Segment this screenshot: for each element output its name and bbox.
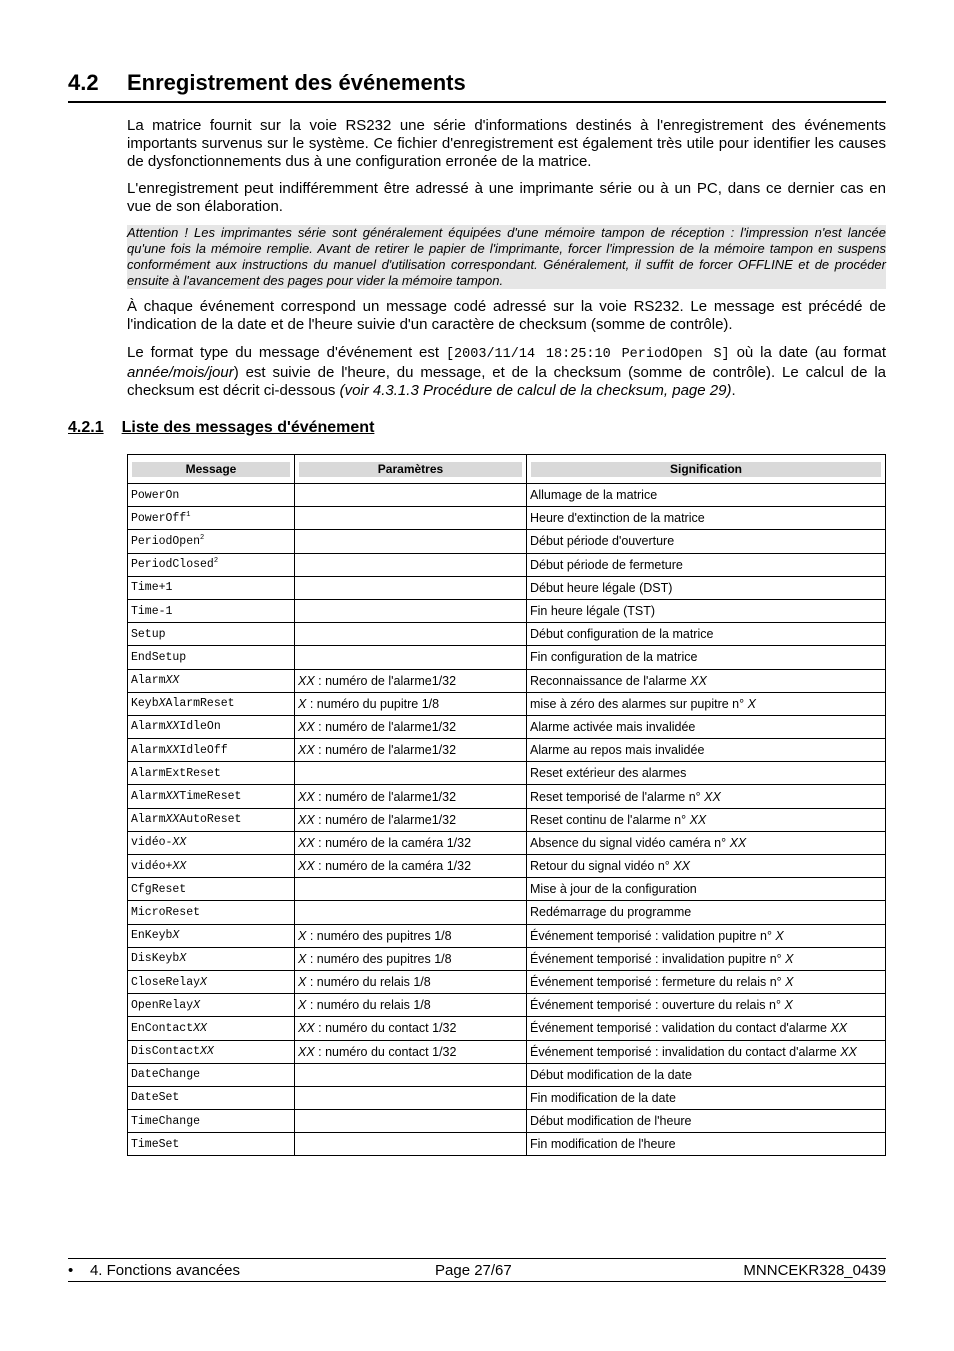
table-row <box>128 530 886 553</box>
parameter-text: : numéro des pupitres 1/8 <box>306 951 452 966</box>
meaning-text: Fin modification de l'heure <box>530 1137 676 1152</box>
parameter-cell <box>295 484 527 507</box>
column-header-meaning: Signification <box>527 455 886 484</box>
message-code: Alarm <box>131 813 166 827</box>
parameter-text: : numéro du contact 1/32 <box>314 1044 457 1059</box>
message-code: Setup <box>131 627 166 641</box>
footer-doc-reference: MNNCEKR328_0439 <box>743 1262 886 1279</box>
table-row <box>128 1133 886 1156</box>
meaning-text: Reset continu de l'alarme n° <box>530 812 690 827</box>
table-row <box>128 669 886 692</box>
message-cell <box>128 692 295 715</box>
meaning-variable: XX <box>729 835 747 850</box>
message-code: OpenRelay <box>131 998 194 1012</box>
table-row <box>128 1110 886 1133</box>
meaning-cell <box>527 1110 886 1133</box>
table-row <box>128 831 886 854</box>
section-title: Enregistrement des événements <box>127 70 466 95</box>
message-variable: XX <box>165 720 180 734</box>
message-code: PowerOn <box>131 488 180 502</box>
meaning-text: Retour du signal vidéo n° <box>530 859 674 874</box>
message-cell <box>128 1086 295 1109</box>
message-variable: X <box>158 697 166 711</box>
meaning-text: Reset extérieur des alarmes <box>530 766 687 781</box>
meaning-variable: X <box>785 975 794 990</box>
message-code: Alarm <box>131 674 166 688</box>
table-row <box>128 1017 886 1040</box>
meaning-text: Mise à jour de la configuration <box>530 882 697 897</box>
table-row <box>128 855 886 878</box>
meaning-cell <box>527 762 886 785</box>
page-footer <box>68 1258 886 1282</box>
message-cell <box>128 970 295 993</box>
footnote-marker: 2 <box>213 557 219 566</box>
meaning-cell <box>527 1133 886 1156</box>
message-code: MicroReset <box>131 905 201 919</box>
message-variable: XX <box>172 859 187 873</box>
meaning-text: Début période d'ouverture <box>530 534 675 549</box>
meaning-text: Redémarrage du programme <box>530 905 692 920</box>
meaning-text: Événement temporisé : fermeture du relais n° <box>530 975 786 990</box>
table-row <box>128 553 886 576</box>
parameter-cell <box>295 1110 527 1133</box>
parameter-text: : numéro du contact 1/32 <box>314 1021 457 1036</box>
format-text-a: Le format type du message d'événement est <box>127 344 446 361</box>
message-cell <box>128 831 295 854</box>
meaning-cell <box>527 739 886 762</box>
meaning-text: Fin heure légale (TST) <box>530 604 656 619</box>
message-code: Alarm <box>131 720 166 734</box>
subsection-number: 4.2.1 <box>68 419 104 436</box>
meaning-cell <box>527 646 886 669</box>
footer-page-number: Page 27/67 <box>435 1262 512 1279</box>
meaning-text: Allumage de la matrice <box>530 488 658 503</box>
meaning-variable: X <box>784 998 793 1013</box>
meaning-cell <box>527 484 886 507</box>
parameter-cell <box>295 901 527 924</box>
message-code: PowerOff <box>131 511 187 525</box>
message-code: Alarm <box>131 743 166 757</box>
parameter-text: : numéro de l'alarme1/32 <box>314 673 457 688</box>
message-code: DisKeyb <box>131 952 180 966</box>
parameter-cell <box>295 507 527 530</box>
message-cell <box>128 994 295 1017</box>
message-variable: X <box>172 929 180 943</box>
parameter-variable: XX <box>298 859 315 874</box>
table-row <box>128 947 886 970</box>
event-messages-table <box>127 454 886 1156</box>
meaning-cell <box>527 947 886 970</box>
meaning-cell <box>527 970 886 993</box>
parameter-variable: XX <box>298 835 315 850</box>
meaning-cell <box>527 1040 886 1063</box>
table-row <box>128 994 886 1017</box>
parameter-cell <box>295 669 527 692</box>
footer-section <box>68 1262 240 1279</box>
meaning-cell <box>527 924 886 947</box>
table-row <box>128 762 886 785</box>
parameter-variable: XX <box>298 719 315 734</box>
meaning-text: Fin modification de la date <box>530 1090 676 1105</box>
parameter-cell <box>295 994 527 1017</box>
message-code: PeriodClosed <box>131 558 214 572</box>
message-cell <box>128 1017 295 1040</box>
parameter-cell <box>295 646 527 669</box>
meaning-cell <box>527 623 886 646</box>
meaning-text: Fin configuration de la matrice <box>530 650 698 665</box>
meaning-cell <box>527 994 886 1017</box>
message-cell <box>128 1133 295 1156</box>
meaning-cell <box>527 530 886 553</box>
table-row <box>128 924 886 947</box>
message-cell <box>128 785 295 808</box>
meaning-text: Début heure légale (DST) <box>530 580 673 595</box>
format-date-pattern: année/mois/jour <box>127 364 234 381</box>
message-cell <box>128 623 295 646</box>
message-code: AlarmExtReset <box>131 766 221 780</box>
meaning-cell <box>527 878 886 901</box>
parameter-cell <box>295 1017 527 1040</box>
parameter-cell <box>295 599 527 622</box>
message-cell <box>128 646 295 669</box>
meaning-text: Événement temporisé : validation du contact d'alarme <box>530 1021 831 1036</box>
message-cell <box>128 507 295 530</box>
message-suffix: TimeReset <box>179 790 242 804</box>
message-variable: XX <box>200 1045 214 1059</box>
message-code: Time+1 <box>131 581 173 595</box>
message-cell <box>128 576 295 599</box>
table-row <box>128 599 886 622</box>
table-row <box>128 1086 886 1109</box>
meaning-text: Début modification de la date <box>530 1067 692 1082</box>
meaning-cell <box>527 599 886 622</box>
table-row <box>128 507 886 530</box>
paragraph-intro: La matrice fournit sur la voie RS232 une série d'informations destinés à l'enregistrement des événements importants survenus sur le système. Ce fichier d'enregistrement est également très utile pour identifier les causes de dysfonctionnements dus à une configuration erronée de la matrice. <box>127 117 886 170</box>
meaning-cell <box>527 1086 886 1109</box>
parameter-cell <box>295 970 527 993</box>
table-row <box>128 1040 886 1063</box>
message-code: Time-1 <box>131 604 173 618</box>
parameter-text: : numéro de la caméra 1/32 <box>314 835 472 850</box>
message-code: DateChange <box>131 1068 201 1082</box>
parameter-variable: XX <box>298 812 315 827</box>
message-variable: XX <box>165 790 180 804</box>
message-code: Keyb <box>131 697 159 711</box>
message-cell <box>128 484 295 507</box>
meaning-cell <box>527 901 886 924</box>
parameter-variable: X <box>298 975 307 990</box>
message-cell <box>128 599 295 622</box>
meaning-text: Reconnaissance de l'alarme <box>530 673 691 688</box>
paragraph-destination: L'enregistrement peut indifféremment être adressé à une imprimante série ou à un PC, dans ce dernier cas en vue de son élaboration. <box>127 180 886 215</box>
checksum-reference-link[interactable]: (voir 4.3.1.3 Procédure de calcul de la checksum, page 29) <box>339 382 732 399</box>
parameter-text: : numéro des pupitres 1/8 <box>306 928 452 943</box>
parameter-cell <box>295 715 527 738</box>
footnote-marker: 1 <box>186 510 191 519</box>
parameter-text: : numéro du relais 1/8 <box>306 998 431 1013</box>
message-cell <box>128 1040 295 1063</box>
message-variable: XX <box>172 836 187 850</box>
meaning-text: Événement temporisé : invalidation pupitre n° <box>530 951 786 966</box>
meaning-cell <box>527 855 886 878</box>
parameter-variable: X <box>298 998 307 1013</box>
parameter-cell <box>295 692 527 715</box>
parameter-cell <box>295 576 527 599</box>
footer-section-label: 4. Fonctions avancées <box>89 1262 241 1279</box>
column-header-parameters: Paramètres <box>295 455 527 484</box>
message-cell <box>128 669 295 692</box>
meaning-variable: X <box>775 928 784 943</box>
meaning-text: Alarme activée mais invalidée <box>530 719 696 734</box>
parameter-text: : numéro du relais 1/8 <box>306 975 431 990</box>
message-cell <box>128 762 295 785</box>
parameter-cell <box>295 947 527 970</box>
table-header-row <box>128 455 886 484</box>
message-cell <box>128 553 295 576</box>
meaning-text: Événement temporisé : ouverture du relais n° <box>530 998 785 1013</box>
parameter-text: : numéro de l'alarme1/32 <box>314 719 457 734</box>
meaning-variable: X <box>747 696 756 711</box>
message-code: DisContact <box>131 1045 201 1059</box>
meaning-cell <box>527 553 886 576</box>
message-variable: XX <box>165 674 180 688</box>
table-row <box>128 715 886 738</box>
meaning-text: mise à zéro des alarmes sur pupitre n° <box>530 696 748 711</box>
message-cell <box>128 901 295 924</box>
table-row <box>128 808 886 831</box>
table-row <box>128 692 886 715</box>
parameter-text: : numéro de l'alarme1/32 <box>314 789 457 804</box>
parameter-variable: XX <box>298 789 315 804</box>
parameter-text: : numéro du pupitre 1/8 <box>306 696 440 711</box>
meaning-text: Début période de fermeture <box>530 557 683 572</box>
parameter-cell <box>295 878 527 901</box>
message-cell <box>128 947 295 970</box>
footer-bullet: • <box>68 1262 74 1279</box>
meaning-variable: XX <box>673 859 690 874</box>
parameter-text: : numéro de l'alarme1/32 <box>314 743 457 758</box>
parameter-variable: XX <box>298 1044 315 1059</box>
message-code: DateSet <box>131 1091 180 1105</box>
message-cell <box>128 1110 295 1133</box>
meaning-cell <box>527 831 886 854</box>
message-variable: XX <box>165 813 180 827</box>
parameter-variable: X <box>298 696 307 711</box>
column-header-message: Message <box>128 455 295 484</box>
parameter-text: : numéro de la caméra 1/32 <box>314 859 472 874</box>
parameter-cell <box>295 1086 527 1109</box>
parameter-cell <box>295 530 527 553</box>
message-suffix: AutoReset <box>179 813 242 827</box>
format-text-d: . <box>731 382 736 399</box>
meaning-cell <box>527 576 886 599</box>
meaning-text: Reset temporisé de l'alarme n° <box>530 789 705 804</box>
parameter-cell <box>295 808 527 831</box>
message-code: TimeChange <box>131 1114 201 1128</box>
meaning-cell <box>527 785 886 808</box>
message-code: Alarm <box>131 790 166 804</box>
meaning-variable: XX <box>840 1044 857 1059</box>
meaning-variable: XX <box>830 1021 848 1036</box>
meaning-text: Début modification de l'heure <box>530 1114 692 1129</box>
message-variable: XX <box>193 1021 207 1035</box>
message-cell <box>128 924 295 947</box>
message-code: CfgReset <box>131 882 187 896</box>
message-variable: XX <box>165 743 180 757</box>
message-suffix: IdleOff <box>179 743 228 757</box>
attention-note: Attention ! Les imprimantes série sont généralement équipées d'une mémoire tampon de réception : l'impression n'est lancée qu'une fois la mémoire remplie. Avant de retirer le papier de l'imprimante, forcer l'impression de la mémoire tampon en suspens conformément aux instructions du manuel d'utilisation correspondant. Généralement, il suffit de forcer OFFLINE et de procéder ensuite à l'avancement des pages pour vider la mémoire tampon. <box>127 225 886 288</box>
parameter-cell <box>295 855 527 878</box>
parameter-text: : numéro de l'alarme1/32 <box>314 812 457 827</box>
meaning-cell <box>527 669 886 692</box>
table-row <box>128 646 886 669</box>
table-row <box>128 970 886 993</box>
section-number: 4.2 <box>68 70 99 95</box>
meaning-cell <box>527 808 886 831</box>
meaning-text: Heure d'extinction de la matrice <box>530 511 705 526</box>
table-row <box>128 878 886 901</box>
subsection-heading <box>68 419 374 437</box>
message-code: EndSetup <box>131 650 187 664</box>
message-cell <box>128 715 295 738</box>
message-cell <box>128 808 295 831</box>
table-row <box>128 785 886 808</box>
message-code: vidéo+ <box>131 859 173 873</box>
parameter-cell <box>295 1133 527 1156</box>
message-cell <box>128 1063 295 1086</box>
format-text-c: ) est suivie de l'heure, du message, et de la checksum (somme de contrôle). Le calcul de la checksum est décrit ci-dessous <box>127 364 886 399</box>
message-suffix: IdleOn <box>179 720 221 734</box>
parameter-cell <box>295 553 527 576</box>
parameter-cell <box>295 1040 527 1063</box>
table-row <box>128 901 886 924</box>
paragraph-message-coding: À chaque événement correspond un message codé adressé sur la voie RS232. Le message est précédé de l'indication de la date et de l'heure suivie d'un caractère de checksum (somme de contrôle). <box>127 298 886 333</box>
parameter-variable: XX <box>298 673 315 688</box>
table-row <box>128 576 886 599</box>
parameter-variable: X <box>298 951 307 966</box>
meaning-text: Événement temporisé : invalidation du contact d'alarme <box>530 1044 841 1059</box>
parameter-cell <box>295 1063 527 1086</box>
subsection-title: Liste des messages d'événement <box>121 419 375 436</box>
message-code: PeriodOpen <box>131 534 201 548</box>
message-variable: X <box>200 975 207 989</box>
parameter-variable: XX <box>298 743 315 758</box>
message-code: EnContact <box>131 1021 194 1035</box>
parameter-cell <box>295 762 527 785</box>
meaning-text: Absence du signal vidéo caméra n° <box>530 835 730 850</box>
message-code: vidéo- <box>131 836 173 850</box>
meaning-cell <box>527 715 886 738</box>
meaning-variable: X <box>785 951 794 966</box>
meaning-cell <box>527 507 886 530</box>
meaning-variable: XX <box>690 673 707 688</box>
table-row <box>128 739 886 762</box>
meaning-variable: XX <box>704 789 721 804</box>
meaning-text: Alarme au repos mais invalidée <box>530 743 705 758</box>
message-suffix: AlarmReset <box>165 697 235 711</box>
footnote-marker: 2 <box>200 534 205 543</box>
meaning-text: Événement temporisé : validation pupitre n° <box>530 928 776 943</box>
message-variable: X <box>179 952 187 966</box>
section-heading <box>68 70 886 103</box>
message-code: EnKeyb <box>131 929 173 943</box>
table-row <box>128 623 886 646</box>
message-code: TimeSet <box>131 1137 180 1151</box>
parameter-cell <box>295 924 527 947</box>
parameter-cell <box>295 739 527 762</box>
meaning-cell <box>527 1017 886 1040</box>
meaning-cell <box>527 1063 886 1086</box>
meaning-cell <box>527 692 886 715</box>
parameter-variable: X <box>298 928 307 943</box>
format-text-b: où la date (au format <box>729 344 886 361</box>
paragraph-format <box>127 344 886 400</box>
table-row <box>128 1063 886 1086</box>
message-code: CloseRelay <box>131 975 201 989</box>
meaning-text: Début configuration de la matrice <box>530 627 714 642</box>
message-variable: X <box>193 998 201 1012</box>
message-cell <box>128 530 295 553</box>
message-cell <box>128 878 295 901</box>
message-cell <box>128 855 295 878</box>
message-cell <box>128 739 295 762</box>
table-row <box>128 484 886 507</box>
parameter-cell <box>295 785 527 808</box>
parameter-cell <box>295 831 527 854</box>
parameter-variable: XX <box>298 1021 315 1036</box>
meaning-variable: XX <box>689 812 707 827</box>
parameter-cell <box>295 623 527 646</box>
format-example-code: [2003/11/14 18:25:10 PeriodOpen S] <box>445 347 730 362</box>
